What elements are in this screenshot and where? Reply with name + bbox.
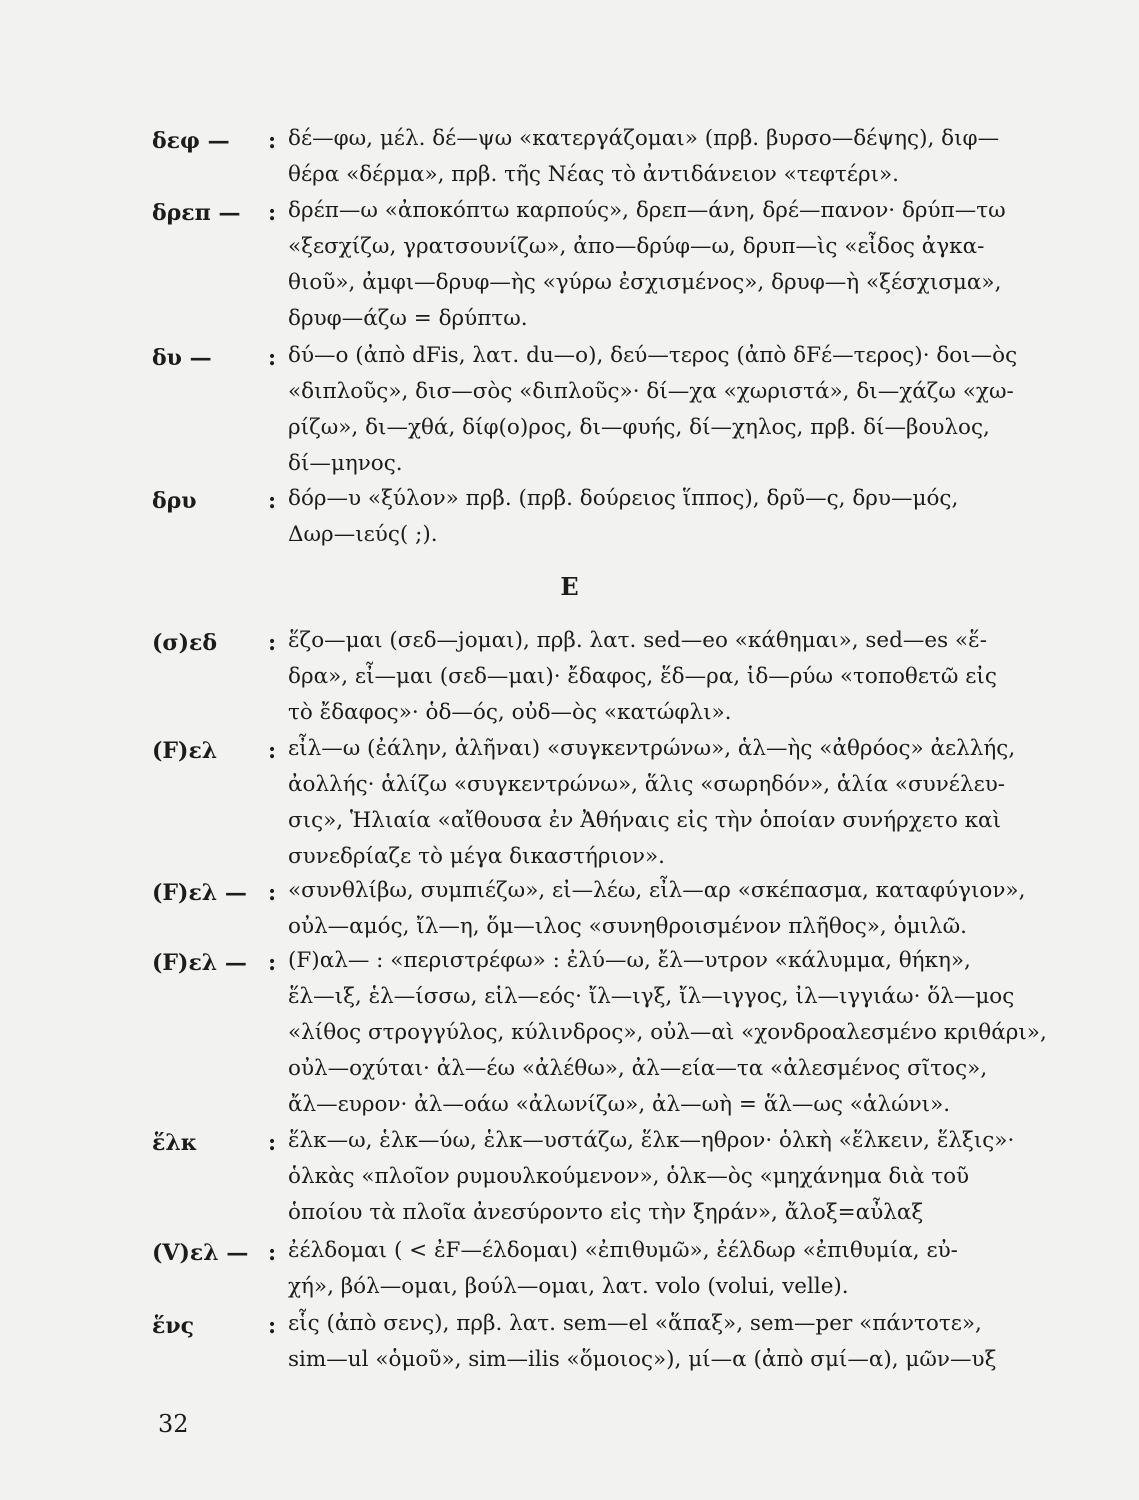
entry-line: ὁλκὰς «πλοῖον ρυμουλκούμενον», ὁλκ—ὸς «μηχάνημα διὰ τοῦ [288,1164,970,1189]
entry-line: ρίζω», δι—χθά, δίφ(ο)ρος, δι—φυής, δί—χηλος, πρβ. δί—βουλος, [288,415,990,440]
entry-head: δεφ — [152,128,230,154]
entry-line: συνεδρίαζε τὸ μέγα δικαστήριον». [288,844,665,869]
entry-line: «διπλοῦς», δισ—σὸς «διπλοῦς»· δί—χα «χωριστά», δι—χάζω «χω- [288,379,1014,404]
entry-line: «συνθλίβω, συμπιέζω», εἰ—λέω, εἶλ—αρ «σκέπασμα, καταφύγιον», [288,878,1026,903]
entry-line: χή», βόλ—ομαι, βούλ—ομαι, λατ. volo (volui, velle). [288,1274,849,1299]
entry-line: ἄλ—ευρον· ἀλ—οάω «ἀλωνίζω», ἀλ—ωὴ = ἅλ—ως «ἁλώνι». [288,1092,951,1117]
entry-head: ἕλκ [152,1130,198,1156]
entry-line: δόρ—υ «ξύλον» πρβ. (πρβ. δούρειος ἵππος), δρῦ—ς, δρυ—μός, [288,486,959,511]
entry-line: ὁποίου τὰ πλοῖα ἀνεσύροντο εἰς τὴν ξηράν», ἄλοξ=αὖλαξ [288,1200,924,1225]
entry-line: sim—ul «ὁμοῦ», sim—ilis «ὅμοιος»), μί—α (ἀπὸ σμί—α), μῶν—υξ [288,1347,997,1372]
entry-head: (V)ελ — [152,1240,249,1266]
entry-line: δί—μηνος. [288,451,403,476]
entry-line: «ξεσχίζω, γρατσουνίζω», ἀπο—δρύφ—ω, δρυπ—ὶς «εἶδος ἀγκα- [288,234,985,259]
entry-line: θιοῦ», ἀμφι—δρυφ—ὴς «γύρω ἐσχισμένος», δρυφ—ὴ «ξέσχισμα», [288,270,1002,295]
entry-line: δύ—ο (ἀπὸ dFis, λατ. du—o), δεύ—τερος (ἀπὸ δFέ—τερος)· δοι—ὸς [288,343,1018,368]
entry-line: δρα», εἶ—μαι (σεδ—μαι)· ἔδαφος, ἕδ—ρα, ἱδ—ρύω «τοποθετῶ εἰς [288,664,997,689]
entry-head: (F)ελ — [152,950,247,976]
entry-line: «λίθος στρογγύλος, κύλινδρος», οὐλ—αὶ «χονδροαλεσμένο κριθάρι», [288,1020,1047,1045]
entry-head: δρυ [152,488,197,514]
book-page: δεφ — : δέ—φω, μέλ. δέ—ψω «κατεργάζομαι» (πρβ. βυρσο—δέψης), διφ— θέρα «δέρμα», πρβ. τῆς Νέας τὸ ἀντιδάνειον «τεφτέρι». δρεπ — : δρέπ—ω «ἀποκόπτω καρπούς», δρεπ—άνη, δρέ—πανον· δρύπ—τω «ξεσχίζω, γρατσουνίζω», ἀπο—δρύφ—ω, δρυπ—ὶς «εἶδος ἀγκα- θιοῦ», ἀμφι—δρυφ—ὴς «γύρω ἐσχισμένος», δρυφ—ὴ «ξέσχισμα», δρυφ—άζω = δρύπτω. δυ — : δύ—ο (ἀπὸ dFis, λατ. du—o), δεύ—τερος (ἀπὸ δFέ—τερος)· δοι—ὸς «διπλοῦς», δισ—σὸς «διπλοῦς»· δί—χα «χωριστά», δι—χάζω «χω- ρίζω», δι—χθά, δίφ(ο)ρος, δι—φυής, δί—χηλος, πρβ. δί—βουλος, δί—μηνος. δρυ : δόρ—υ «ξύλον» πρβ. (πρβ. δούρειος ἵππος), δρῦ—ς, δρυ—μός, Δωρ—ιεύς( ;). Ε (σ)εδ : ἕζο—μαι (σεδ—joμαι), πρβ. λατ. sed—eo «κάθημαι», sed—es «ἕ- δρα», εἶ—μαι (σεδ—μαι)· ἔδαφος, ἕδ—ρα, ἱδ—ρύω «τοποθετῶ εἰς τὸ ἔδαφος»· ὁδ—ός, οὐδ—ὸς «κατώφλι». (F)ελ : εἶλ—ω (ἐάλην, ἀλῆναι) «συγκεντρώνω», ἁλ—ὴς «ἀθρόος» ἀελλής, ἀολλής· ἁλίζω «συγκεντρώνω», ἅλις «σωρηδόν», ἁλία «συνέλευ- σις», Ἡλιαία «αἴθουσα ἐν Ἀθήναις εἰς τὴν ὁποίαν συνήρχετο καὶ συνεδρίαζε τὸ μέγα δικαστήριον». (F)ελ — : «συνθλίβω, συμπιέζω», εἰ—λέω, εἶλ—αρ «σκέπασμα, καταφύγιον», οὐλ—αμός, ἴλ—η, ὅμ—ιλος «συνηθροισμένον πλῆθος», ὁμιλῶ. (F)ελ — : (F)αλ— : «περιστρέφω» : ἐλύ—ω, ἔλ—υτρον «κάλυμμα, θήκη», ἕλ—ιξ, ἑλ—ίσσω, εἱλ—εός· ἴλ—ιγξ, ἴλ—ιγγος, ἰλ—ιγγιάω· ὅλ—μος «λίθος στρογγύλος, κύλινδρος», οὐλ—αὶ «χονδροαλεσμένο κριθάρι», οὐλ—οχύται· ἀλ—έω «ἀλέθω», ἀλ—εία—τα «ἀλεσμένος σῖτος», ἄλ—ευρον· ἀλ—οάω «ἀλωνίζω», ἀλ—ωὴ = ἅλ—ως «ἁλώνι». ἕλκ : ἕλκ—ω, ἑλκ—ύω, ἑλκ—υστάζω, ἕλκ—ηθρον· ὁλκὴ «ἕλκειν, ἕλξις»· ὁλκὰς «πλοῖον ρυμουλκούμενον», ὁλκ—ὸς «μηχάνημα διὰ τοῦ ὁποίου τὰ πλοῖα ἀνεσύροντο εἰς τὴν ξηράν», ἄλοξ=αὖλαξ (V)ελ — : ἐέλδομαι ( < ἐF—έλδομαι) «ἐπιθυμῶ», ἐέλδωρ «ἐπιθυμία, εὐ- χή», βόλ—ομαι, βούλ—ομαι, λατ. volo (volui, velle). ἕνς : εἷς (ἀπὸ σενς), πρβ. λατ. sem—el «ἅπαξ», sem—per «πάντοτε», sim—ul «ὁμοῦ», sim—ilis «ὅμοιος»), μί—α (ἀπὸ σμί—α), μῶν—υξ 32 [0,0,1139,1500]
entry-line: σις», Ἡλιαία «αἴθουσα ἐν Ἀθήναις εἰς τὴν ὁποίαν συνήρχετο καὶ [288,808,1001,833]
entry-line: ἕλ—ιξ, ἑλ—ίσσω, εἱλ—εός· ἴλ—ιγξ, ἴλ—ιγγος, ἰλ—ιγγιάω· ὅλ—μος [288,984,1015,1009]
entry-line: ἐέλδομαι ( < ἐF—έλδομαι) «ἐπιθυμῶ», ἐέλδωρ «ἐπιθυμία, εὐ- [288,1238,958,1263]
entry-line: οὐλ—οχύται· ἀλ—έω «ἀλέθω», ἀλ—εία—τα «ἀλεσμένος σῖτος», [288,1056,988,1081]
entry-line: ἕζο—μαι (σεδ—joμαι), πρβ. λατ. sed—eo «κάθημαι», sed—es «ἕ- [288,628,987,653]
entry-head: (F)ελ — [152,880,247,906]
entry-line: οὐλ—αμός, ἴλ—η, ὅμ—ιλος «συνηθροισμένον πλῆθος», ὁμιλῶ. [288,914,967,939]
entry-line: ἀολλής· ἁλίζω «συγκεντρώνω», ἅλις «σωρηδόν», ἁλία «συνέλευ- [288,772,1006,797]
entry-head: δυ — [152,345,212,371]
entry-line: (F)αλ— : «περιστρέφω» : ἐλύ—ω, ἔλ—υτρον «κάλυμμα, θήκη», [288,948,971,973]
section-letter: Ε [560,572,579,601]
entry-line: Δωρ—ιεύς( ;). [288,522,438,547]
entry-line: εἶλ—ω (ἐάλην, ἀλῆναι) «συγκεντρώνω», ἁλ—ὴς «ἀθρόος» ἀελλής, [288,736,1016,761]
entry-head: ἕνς [152,1313,195,1339]
page-number: 32 [158,1410,189,1438]
entry-head: (σ)εδ [152,630,218,656]
entry-line: δρυφ—άζω = δρύπτω. [288,306,528,331]
entry-head: (F)ελ [152,738,218,764]
entry-line: τὸ ἔδαφος»· ὁδ—ός, οὐδ—ὸς «κατώφλι». [288,700,732,725]
entry-line: δρέπ—ω «ἀποκόπτω καρπούς», δρεπ—άνη, δρέ—πανον· δρύπ—τω [288,198,1006,223]
entry-head: δρεπ — [152,200,241,226]
entry-line: εἷς (ἀπὸ σενς), πρβ. λατ. sem—el «ἅπαξ», sem—per «πάντοτε», [288,1311,982,1336]
entry-line: θέρα «δέρμα», πρβ. τῆς Νέας τὸ ἀντιδάνειον «τεφτέρι». [288,162,899,187]
entry-line: ἕλκ—ω, ἑλκ—ύω, ἑλκ—υστάζω, ἕλκ—ηθρον· ὁλκὴ «ἕλκειν, ἕλξις»· [288,1128,1015,1153]
entry-line: δέ—φω, μέλ. δέ—ψω «κατεργάζομαι» (πρβ. βυρσο—δέψης), διφ— [288,126,1000,151]
